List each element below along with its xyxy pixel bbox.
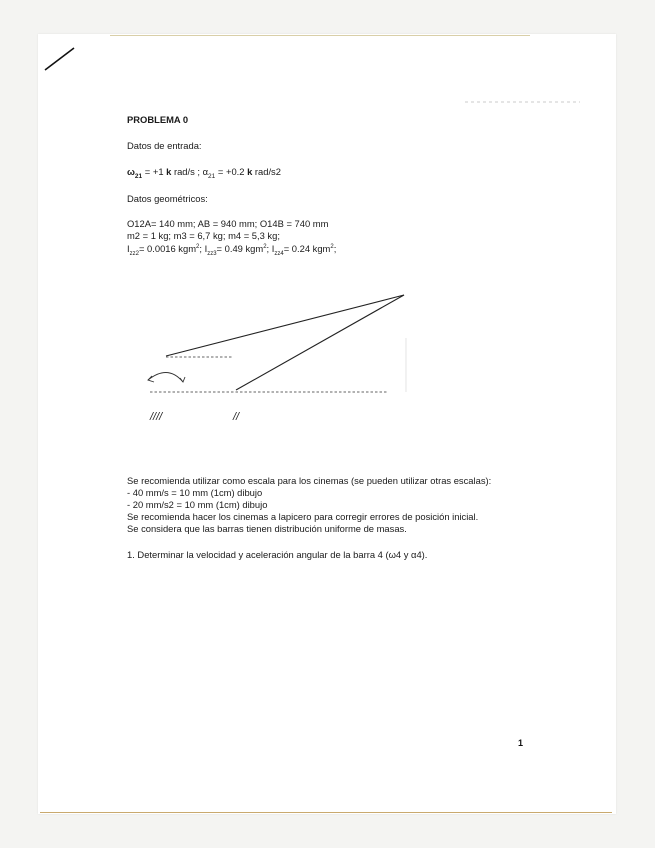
pen-recommendation: Se recomienda hacer los cinemas a lapicero para corregir errores de posición inicial. bbox=[127, 511, 479, 522]
omega-subscript: 21 bbox=[134, 172, 143, 180]
k-vector-2: k bbox=[247, 166, 253, 177]
input-data-heading: Datos de entrada: bbox=[127, 140, 202, 151]
link-3-bar bbox=[166, 295, 404, 356]
inertia-4-value: = 0.24 kgm bbox=[283, 243, 331, 255]
ground-hatch-left: //// bbox=[150, 411, 163, 423]
inertia-2-subscript: zz2 bbox=[129, 251, 139, 257]
inertia-3-subscript: zz3 bbox=[207, 251, 217, 257]
inertia-4-exponent: 2 bbox=[330, 244, 334, 250]
inertia-2-exponent: 2 bbox=[196, 244, 200, 250]
inertia-3-exponent: 2 bbox=[263, 244, 267, 250]
alpha-value: = +0.2 bbox=[215, 166, 248, 177]
acceleration-scale: - 20 mm/s2 = 10 mm (1cm) dibujo bbox=[127, 499, 268, 510]
page-number: 1 bbox=[518, 738, 524, 748]
alpha-subscript: 21 bbox=[208, 172, 216, 180]
inertia-4-symbol: I bbox=[271, 243, 275, 255]
question-1: 1. Determinar la velocidad y aceleración angular de la barra 4 (ω4 y α4). bbox=[127, 549, 428, 560]
inertia-4-subscript: zz4 bbox=[274, 251, 284, 257]
separator-3: ; bbox=[333, 243, 337, 255]
inertia-2-value: = 0.0016 kgm bbox=[138, 243, 197, 255]
geometry-heading: Datos geométricos: bbox=[127, 193, 208, 204]
alpha-symbol: α bbox=[202, 166, 209, 177]
mass-distribution-note: Se considera que las barras tienen distribución uniforme de masas. bbox=[127, 523, 407, 534]
k-vector-1: k bbox=[166, 166, 172, 177]
separator-2: ; bbox=[266, 243, 272, 255]
geometry-masses: m2 = 1 kg; m3 = 6,7 kg; m4 = 5,3 kg; bbox=[127, 230, 280, 241]
geometry-lengths: O12A= 140 mm; AB = 940 mm; O14B = 740 mm bbox=[127, 218, 329, 229]
inertia-3-symbol: I bbox=[204, 243, 208, 255]
link-4-bar bbox=[236, 295, 404, 390]
omega-unit: rad/s ; bbox=[171, 166, 203, 177]
ground-hatch-right: // bbox=[233, 411, 240, 423]
alpha-unit: rad/s2 bbox=[252, 166, 281, 177]
omega-value: = +1 bbox=[142, 166, 167, 177]
scale-recommendation: Se recomienda utilizar como escala para los cinemas (se pueden utilizar otras escalas): bbox=[127, 475, 492, 486]
inertia-2-symbol: I bbox=[127, 243, 130, 255]
separator-1: ; bbox=[199, 243, 205, 255]
omega-symbol: ω bbox=[127, 166, 135, 177]
rotation-arc bbox=[148, 372, 183, 382]
rotation-arrowhead-right bbox=[180, 377, 185, 382]
problem-title: PROBLEMA 0 bbox=[127, 114, 189, 125]
inertia-3-value: = 0.49 kgm bbox=[216, 243, 264, 255]
velocity-scale: - 40 mm/s = 10 mm (1cm) dibujo bbox=[127, 487, 263, 498]
